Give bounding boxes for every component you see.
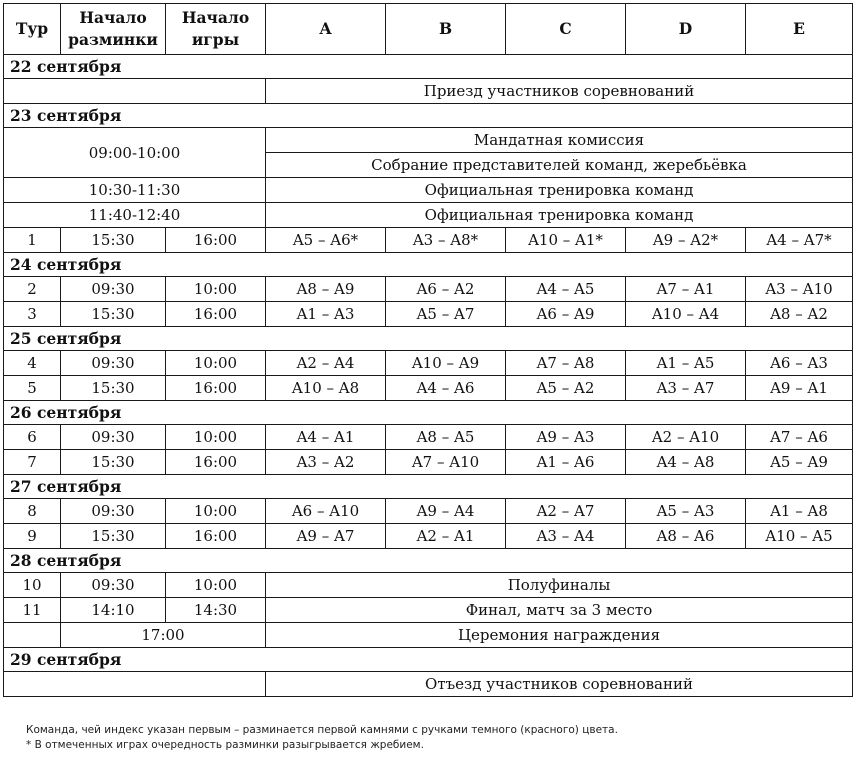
game-cell-e: A8 – A2 (746, 302, 853, 327)
round-cell: 3 (4, 302, 61, 327)
game-cell-e: A3 – A10 (746, 277, 853, 302)
game-cell-c: A2 – A7 (506, 499, 626, 524)
game-cell-c: A1 – A6 (506, 450, 626, 475)
game-row (4, 351, 853, 376)
event-cell: Официальная тренировка команд (266, 203, 853, 228)
game-cell-a: A6 – A10 (266, 499, 386, 524)
game-row (4, 277, 853, 302)
game-cell-d: A10 – A4 (626, 302, 746, 327)
game-cell-b: A7 – A10 (386, 450, 506, 475)
start-cell: 10:00 (166, 499, 266, 524)
warmup-cell: 09:30 (61, 351, 166, 376)
game-cell-d: A8 – A6 (626, 524, 746, 549)
game-cell-a: A9 – A7 (266, 524, 386, 549)
game-cell-d: A9 – A2* (626, 228, 746, 253)
round-cell: 7 (4, 450, 61, 475)
game-row (4, 450, 853, 475)
game-row (4, 376, 853, 401)
round-cell: 10 (4, 573, 61, 598)
game-cell-c: A9 – A3 (506, 425, 626, 450)
event-cell: Церемония награждения (266, 623, 853, 648)
event-cell: Полуфиналы (266, 573, 853, 598)
game-cell-e: A4 – A7* (746, 228, 853, 253)
game-cell-a: A5 – A6* (266, 228, 386, 253)
header-sheet-d: D (626, 4, 746, 55)
game-cell-b: A6 – A2 (386, 277, 506, 302)
header-sheet-b: B (386, 4, 506, 55)
game-cell-d: A2 – A10 (626, 425, 746, 450)
warmup-cell: 15:30 (61, 524, 166, 549)
game-cell-a: A4 – A1 (266, 425, 386, 450)
date-label: 27 сентября (4, 475, 853, 499)
warmup-cell: 15:30 (61, 302, 166, 327)
game-cell-e: A6 – A3 (746, 351, 853, 376)
round-cell: 6 (4, 425, 61, 450)
schedule-container (3, 3, 853, 697)
game-cell-b: A10 – A9 (386, 351, 506, 376)
game-cell-a: A8 – A9 (266, 277, 386, 302)
start-cell: 10:00 (166, 573, 266, 598)
start-cell: 10:00 (166, 425, 266, 450)
start-cell: 16:00 (166, 228, 266, 253)
warmup-cell: 09:30 (61, 277, 166, 302)
event-row (4, 128, 853, 153)
game-cell-c: A10 – A1* (506, 228, 626, 253)
header-sheet-c: C (506, 4, 626, 55)
date-label: 28 сентября (4, 549, 853, 573)
game-cell-a: A1 – A3 (266, 302, 386, 327)
final-row (4, 598, 853, 623)
game-cell-b: A5 – A7 (386, 302, 506, 327)
date-label: 29 сентября (4, 648, 853, 672)
date-row (4, 475, 853, 499)
event-cell: Собрание представителей команд, жеребьёвка (266, 153, 853, 178)
start-cell: 16:00 (166, 450, 266, 475)
date-row (4, 401, 853, 425)
date-label: 23 сентября (4, 104, 853, 128)
footnote-warmup-order: Команда, чей индекс указан первым – разминается первой камнями с ручками темного (красного) цвета. (26, 724, 618, 736)
game-cell-d: A7 – A1 (626, 277, 746, 302)
time-cell: 17:00 (61, 623, 266, 648)
game-cell-a: A3 – A2 (266, 450, 386, 475)
event-cell: Отъезд участников соревнований (266, 672, 853, 697)
date-row (4, 327, 853, 351)
date-label: 24 сентября (4, 253, 853, 277)
round-cell: 8 (4, 499, 61, 524)
game-row (4, 228, 853, 253)
header-sheet-e: E (746, 4, 853, 55)
warmup-cell: 15:30 (61, 376, 166, 401)
warmup-cell: 09:30 (61, 573, 166, 598)
start-cell: 16:00 (166, 524, 266, 549)
time-cell: 10:30-11:30 (4, 178, 266, 203)
game-cell-a: A10 – A8 (266, 376, 386, 401)
header-warmup-start: Начало разминки (61, 4, 166, 55)
event-cell: Финал, матч за 3 место (266, 598, 853, 623)
game-row (4, 524, 853, 549)
header-sheet-a: A (266, 4, 386, 55)
warmup-cell: 09:30 (61, 499, 166, 524)
ceremony-row (4, 623, 853, 648)
game-cell-b: A4 – A6 (386, 376, 506, 401)
game-cell-e: A5 – A9 (746, 450, 853, 475)
start-cell: 10:00 (166, 351, 266, 376)
event-row (4, 178, 853, 203)
date-row (4, 55, 853, 79)
round-cell: 1 (4, 228, 61, 253)
warmup-cell: 14:10 (61, 598, 166, 623)
date-row (4, 253, 853, 277)
game-cell-d: A3 – A7 (626, 376, 746, 401)
footnotes (26, 723, 618, 753)
header-game-start: Начало игры (166, 4, 266, 55)
date-label: 25 сентября (4, 327, 853, 351)
date-row (4, 104, 853, 128)
game-row (4, 499, 853, 524)
empty-cell (4, 672, 266, 697)
warmup-cell: 15:30 (61, 228, 166, 253)
start-cell: 10:00 (166, 277, 266, 302)
game-cell-e: A7 – A6 (746, 425, 853, 450)
round-cell: 5 (4, 376, 61, 401)
game-cell-c: A5 – A2 (506, 376, 626, 401)
game-cell-c: A3 – A4 (506, 524, 626, 549)
header-round: Тур (4, 4, 61, 55)
game-row (4, 425, 853, 450)
game-cell-e: A1 – A8 (746, 499, 853, 524)
event-cell: Приезд участников соревнований (266, 79, 853, 104)
game-cell-c: A7 – A8 (506, 351, 626, 376)
event-cell: Мандатная комиссия (266, 128, 853, 153)
event-cell: Официальная тренировка команд (266, 178, 853, 203)
game-cell-a: A2 – A4 (266, 351, 386, 376)
start-cell: 14:30 (166, 598, 266, 623)
event-row (4, 79, 853, 104)
game-cell-b: A3 – A8* (386, 228, 506, 253)
final-row (4, 573, 853, 598)
round-cell: 11 (4, 598, 61, 623)
date-label: 22 сентября (4, 55, 853, 79)
header-row (4, 4, 853, 55)
empty-cell (4, 79, 266, 104)
schedule-table (3, 3, 853, 697)
time-cell: 09:00-10:00 (4, 128, 266, 178)
game-cell-b: A9 – A4 (386, 499, 506, 524)
game-cell-e: A9 – A1 (746, 376, 853, 401)
date-row (4, 549, 853, 573)
game-cell-b: A8 – A5 (386, 425, 506, 450)
date-row (4, 648, 853, 672)
date-label: 26 сентября (4, 401, 853, 425)
round-cell: 9 (4, 524, 61, 549)
time-cell: 11:40-12:40 (4, 203, 266, 228)
start-cell: 16:00 (166, 376, 266, 401)
game-cell-d: A5 – A3 (626, 499, 746, 524)
game-cell-e: A10 – A5 (746, 524, 853, 549)
event-row (4, 203, 853, 228)
game-cell-c: A6 – A9 (506, 302, 626, 327)
warmup-cell: 15:30 (61, 450, 166, 475)
footnote-asterisk: * В отмеченных играх очередность разминки разыгрывается жребием. (26, 739, 424, 751)
game-row (4, 302, 853, 327)
round-cell: 4 (4, 351, 61, 376)
warmup-cell: 09:30 (61, 425, 166, 450)
event-row (4, 672, 853, 697)
empty-cell (4, 623, 61, 648)
game-cell-b: A2 – A1 (386, 524, 506, 549)
game-cell-d: A1 – A5 (626, 351, 746, 376)
round-cell: 2 (4, 277, 61, 302)
game-cell-d: A4 – A8 (626, 450, 746, 475)
start-cell: 16:00 (166, 302, 266, 327)
game-cell-c: A4 – A5 (506, 277, 626, 302)
